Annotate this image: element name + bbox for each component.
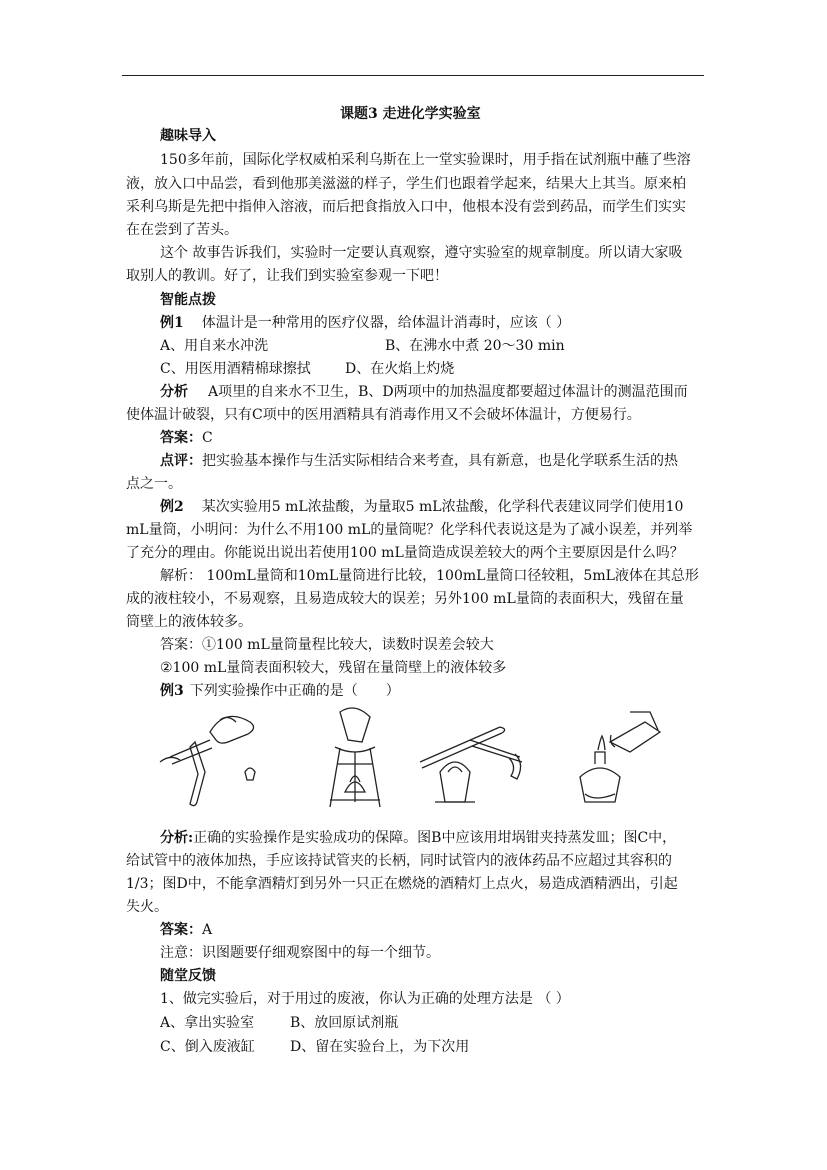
example-2-answer-line: ②100 mL量筒表面积较大，残留在量筒壁上的液体较多 (160, 660, 507, 676)
section-heading-feedback: 随堂反馈 (160, 968, 216, 984)
analysis-text: A项里的自来水不卫生，B、D两项中的加热温度都要超过体温计的测温范围而 (208, 384, 688, 400)
answer-label: 答案： (160, 430, 202, 446)
example-2-answer-line: 答案：①100 mL量筒量程比较大，读数时误差会较大 (160, 637, 494, 653)
example-1-question (160, 313, 570, 333)
figure-d-lighting-alcohol-lamp (570, 702, 670, 812)
example-3-label: 例3 (160, 683, 184, 699)
feedback-1-option-d: D、留在实验台上，为下次用 (290, 1039, 470, 1055)
section-heading-intro: 趣味导入 (160, 128, 216, 144)
example-1-answer (160, 428, 213, 448)
intro-paragraph-line: 采利乌斯是先把中指伸入溶液，而后把食指放入口中，他根本没有尝到药品，而学生们实实 (126, 199, 686, 215)
header-rule (122, 75, 704, 76)
example-1-option-b: B、在沸水中煮 20～30 min (385, 338, 565, 354)
intro-paragraph-line: 液，放入口中品尝，看到他那美滋滋的样子，学生们也跟着学起来，结果大上其当。原来柏 (126, 176, 686, 192)
example-3-analysis (160, 828, 676, 848)
answer-value: C (202, 430, 213, 446)
example-3-analysis-line: 给试管中的液体加热，手应该持试管夹的长柄，同时试管内的液体药品不应超过其容积的 (126, 853, 672, 869)
comment-label: 点评： (160, 453, 202, 469)
intro-paragraph-line: 150多年前，国际化学权威柏采利乌斯在上一堂实验课时，用手指在试剂瓶中蘸了些溶 (160, 152, 691, 168)
example-1-option-a: A、用自来水冲洗 (160, 338, 269, 354)
example-2-question (160, 497, 683, 517)
example-1-option-d: D、在火焰上灼烧 (345, 361, 455, 377)
comment-text: 把实验基本操作与生活实际相结合来考查，具有新意，也是化学联系生活的热 (202, 453, 678, 469)
example-1-analysis-line: 使体温计破裂，只有C项中的医用酒精具有消毒作用又不会破坏体温计，方便易行。 (126, 407, 641, 423)
example-3-text: 下列实验操作中正确的是（ ） (189, 683, 400, 699)
figure-b-evaporating-dish (310, 702, 400, 812)
analysis-text: 正确的实验操作是实验成功的保障。图B中应该用坩埚钳夹持蒸发皿；图C中， (193, 830, 677, 846)
feedback-1-option-c: C、倒入废液缸 (160, 1039, 255, 1055)
example-3-note: 注意：识图题要仔细观察图中的每一个细节。 (160, 945, 440, 961)
feedback-1-question: 1、做完实验后，对于用过的废液，你认为正确的处理方法是 （ ） (160, 991, 570, 1007)
example-1-label: 例1 (160, 315, 184, 331)
answer-label: 答案： (160, 922, 202, 938)
example-3-analysis-line: 1/3；图D中，不能拿酒精灯到另外一只正在燃烧的酒精灯上点火，易造成酒精洒出，引起 (126, 876, 678, 892)
analysis-label: 分析: (160, 830, 194, 846)
example-1-comment-line: 点之一。 (126, 476, 182, 492)
section-heading-tips: 智能点拨 (160, 292, 216, 308)
example-2-label: 例2 (160, 499, 184, 515)
example-2-analysis-line: 成的液柱较小，不易观察，且易造成较大的误差；另外100 mL量筒的表面积大，残留在量 (126, 591, 684, 607)
example-1-comment (160, 451, 678, 471)
example-2-analysis-line: 解析： 100mL量筒和10mL量筒进行比较，100mL量筒口径较粗，5mL液体在其总形 (160, 568, 699, 584)
example-2-text: 某次实验用5 mL浓盐酸，为量取5 mL浓盐酸，化学科代表建议同学们使用10 (201, 499, 684, 515)
intro-paragraph-line: 在在尝到了苦头。 (126, 222, 238, 238)
page-title: 课题3 走进化学实验室 (340, 106, 481, 122)
example-1-analysis (160, 382, 688, 402)
answer-value: A (202, 922, 213, 938)
example-3-answer (160, 920, 212, 940)
feedback-1-option-b: B、放回原试剂瓶 (290, 1015, 399, 1031)
analysis-label: 分析 (160, 384, 188, 400)
experiment-figures (150, 702, 670, 817)
example-1-text: 体温计是一种常用的医疗仪器，给体温计消毒时，应该（ ） (201, 315, 571, 331)
figure-a-pouring-liquid (150, 702, 260, 812)
intro-paragraph-line: 取别人的教训。好了，让我们到实验室参观一下吧！ (126, 268, 448, 284)
example-3-analysis-line: 失火。 (126, 899, 168, 915)
figure-c-heating-test-tube (410, 702, 540, 812)
example-2-question-line: 了充分的理由。你能说出说出若使用100 mL量筒造成误差较大的两个主要原因是什么吗？ (126, 545, 684, 561)
intro-paragraph-line: 这个 故事告诉我们，实验时一定要认真观察，遵守实验室的规章制度。所以请大家吸 (160, 245, 683, 261)
example-3-question (160, 681, 400, 701)
example-1-option-c: C、用医用酒精棉球擦拭 (160, 361, 311, 377)
feedback-1-option-a: A、拿出实验室 (160, 1015, 255, 1031)
example-2-analysis-line: 筒壁上的液体较多。 (126, 614, 252, 630)
example-2-question-line: mL量筒，小明问：为什么不用100 mL的量筒呢？化学科代表说这是为了减小误差，并列举 (126, 522, 693, 538)
